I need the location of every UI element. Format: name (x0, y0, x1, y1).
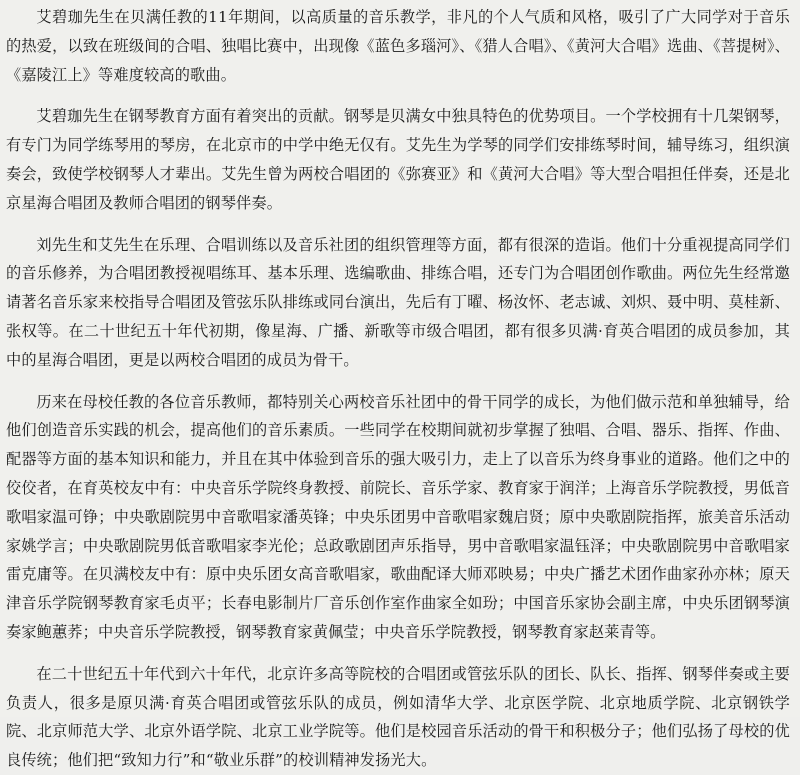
article-body (6, 3, 790, 775)
paragraph-5: 在二十世纪五十年代到六十年代，北京许多高等院校的合唱团或管弦乐队的团长、队长、指挥、钢琴伴奏或主要负责人，很多是原贝满·育英合唱团或管弦乐队的成员，例如清华大学、北京医学院、北京地质学院、北京钢铁学院、北京师范大学、北京外语学院、北京工业学院等。他们是校园音乐活动的骨干和积极分子；他们弘扬了母校的优良传统；他们把“致知力行”和“敬业乐群”的校训精神发扬光大。 (6, 664, 790, 770)
paragraph-1: 艾碧珈先生在贝满任教的11年期间，以高质量的音乐教学，非凡的个人气质和风格，吸引了广大同学对于音乐的热爱，以致在班级间的合唱、独唱比赛中，出现像《蓝色多瑙河》、《猎人合唱》、《黄河大合唱》选曲、《菩提树》、《嘉陵江上》等难度较高的歌曲。 (6, 8, 790, 84)
paragraph-4: 历来在母校任教的各位音乐教师，都特别关心两校音乐社团中的骨干同学的成长，为他们做示范和单独辅导，给他们创造音乐实践的机会，提高他们的音乐素质。一些同学在校期间就初步掌握了独唱、合唱、器乐、指挥、作曲、配器等方面的基本知识和能力，并且在其中体验到音乐的强大吸引力，走上了以音乐为终身事业的道路。他们之中的佼佼者，在育英校友中有：中央音乐学院终身教授、前院长、音乐学家、教育家于润洋；上海音乐学院教授，男低音歌唱家温可铮；中央歌剧院男中音歌唱家潘英锋；中央乐团男中音歌唱家魏启贤；原中央歌剧院指挥，旅美音乐活动家姚学言；中央歌剧院男低音歌唱家李光伦；总政歌剧团声乐指导，男中音歌唱家温钰泽；中央歌剧院男中音歌唱家雷克庸等。在贝满校友中有：原中央乐团女高音歌唱家，歌曲配译大师邓映易；中央广播艺术团作曲家孙亦林；原天津音乐学院钢琴教育家毛贞平；长春电影制片厂音乐创作室作曲家全如玢；中国音乐家协会副主席，中央乐团钢琴演奏家鲍蕙荞；中央音乐学院教授，钢琴教育家黄佩莹；中央音乐学院教授，钢琴教育家赵莱青等。 (6, 392, 790, 641)
paragraph-2: 艾碧珈先生在钢琴教育方面有着突出的贡献。钢琴是贝满女中独具特色的优势项目。一个学校拥有十几架钢琴，有专门为同学练琴用的琴房，在北京市的中学中绝无仅有。艾先生为学琴的同学们安排练琴时间，辅导练习，组织演奏会，致使学校钢琴人才辈出。艾先生曾为两校合唱团的《弥赛亚》和《黄河大合唱》等大型合唱担任伴奏，还是北京星海合唱团及教师合唱团的钢琴伴奏。 (6, 107, 790, 212)
paragraph-3: 刘先生和艾先生在乐理、合唱训练以及音乐社团的组织管理等方面，都有很深的造诣。他们十分重视提高同学们的音乐修养，为合唱团教授视唱练耳、基本乐理、选编歌曲、排练合唱，还专门为合唱团创作歌曲。两位先生经常邀请著名音乐家来校指导合唱团及管弦乐队排练或同台演出，先后有丁曜、杨汝怀、老志诚、刘炽、聂中明、莫桂新、张权等。在二十世纪五十年代初期，像星海、广播、新歌等市级合唱团，都有很多贝满·育英合唱团的成员参加，其中的星海合唱团，更是以两校合唱团的成员为骨干。 (6, 235, 790, 369)
